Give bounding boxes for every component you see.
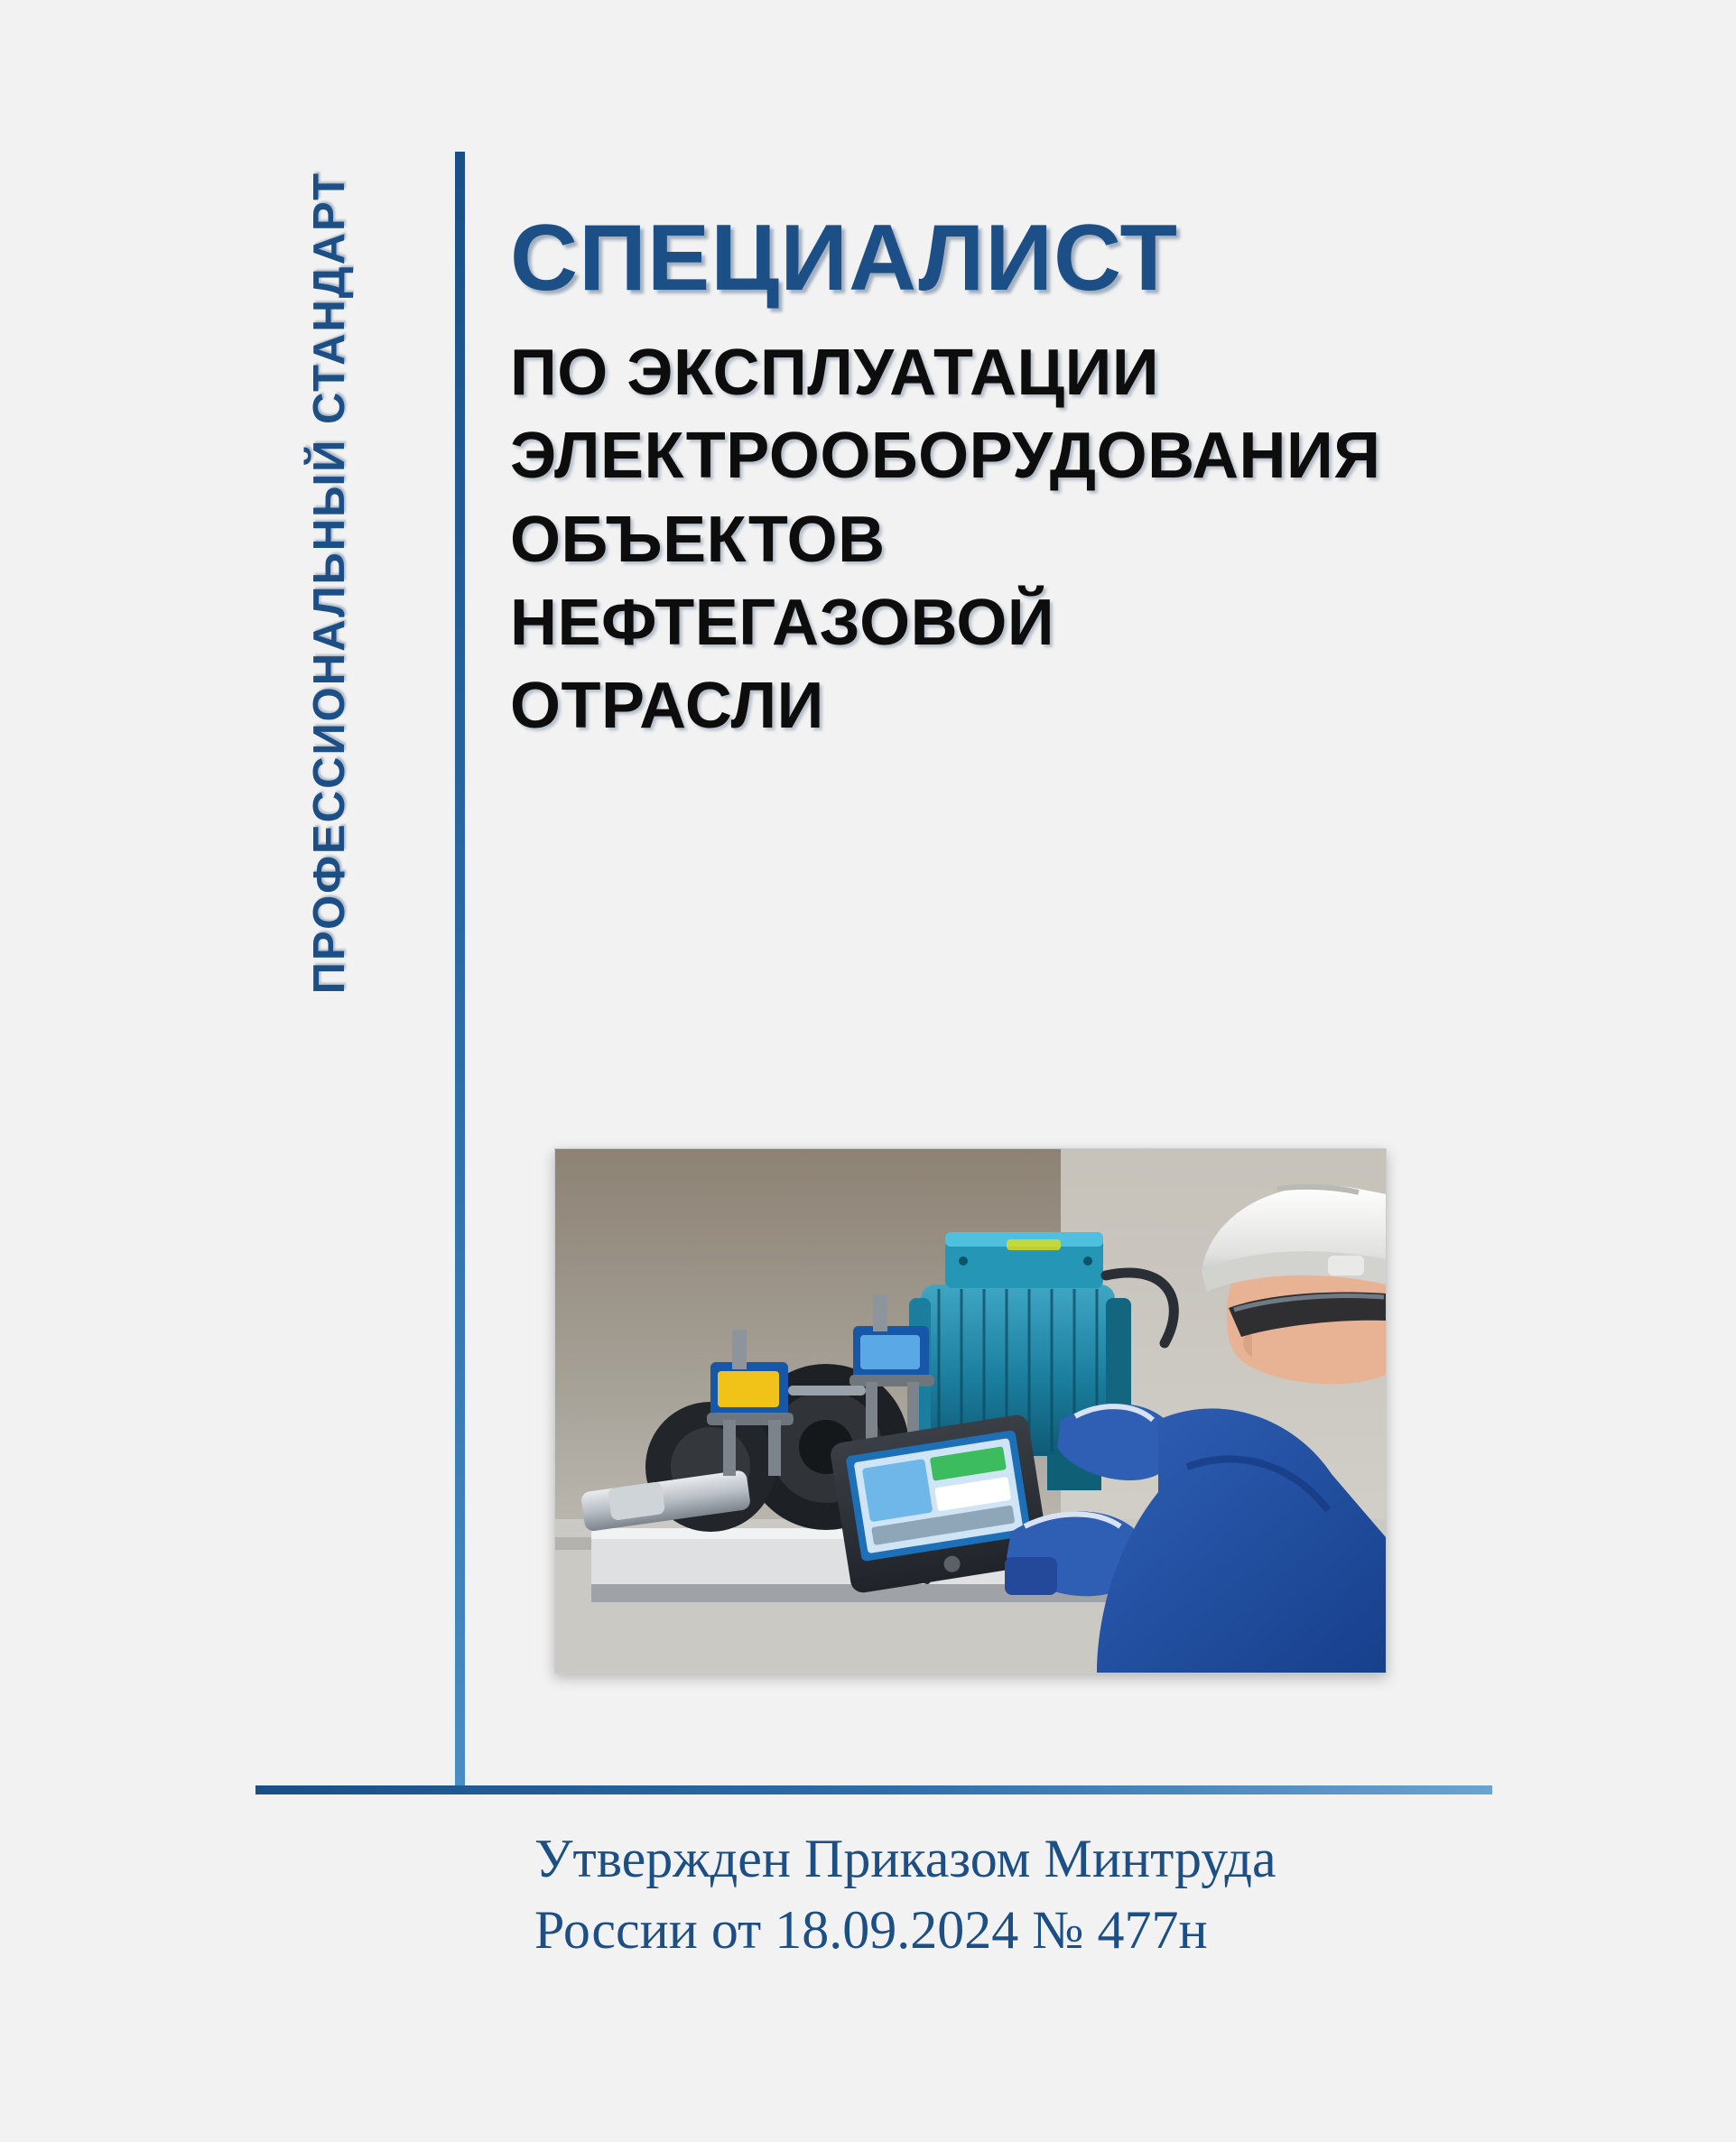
horizontal-divider — [255, 1785, 1492, 1794]
subtitle-line-5: ОТРАСЛИ — [510, 669, 824, 742]
approval-line-2: России от 18.09.2024 № 477н — [534, 1900, 1208, 1961]
title-block — [510, 206, 1494, 747]
subtitle-line-3: ОБЪЕКТОВ — [510, 503, 886, 576]
subtitle-line-2: ЭЛЕКТРООБОРУДОВАНИЯ — [510, 420, 1381, 493]
subtitle-line-1: ПО ЭКСПЛУАТАЦИИ — [510, 337, 1160, 410]
approval-note — [534, 1823, 1491, 1966]
page-title: СПЕЦИАЛИСТ — [510, 206, 1179, 311]
vertical-divider — [455, 152, 465, 1790]
spine-label: ПРОФЕССИОНАЛЬНЫЙ СТАНДАРТ — [304, 172, 354, 995]
cover-photo — [554, 1148, 1387, 1674]
approval-line-1: Утвержден Приказом Минтруда — [534, 1829, 1276, 1888]
cover-photo-illustration — [555, 1149, 1386, 1673]
subtitle-line-4: НЕФТЕГАЗОВОЙ — [510, 586, 1055, 659]
page-subtitle — [510, 331, 1494, 747]
spine-label-container — [271, 172, 388, 1778]
